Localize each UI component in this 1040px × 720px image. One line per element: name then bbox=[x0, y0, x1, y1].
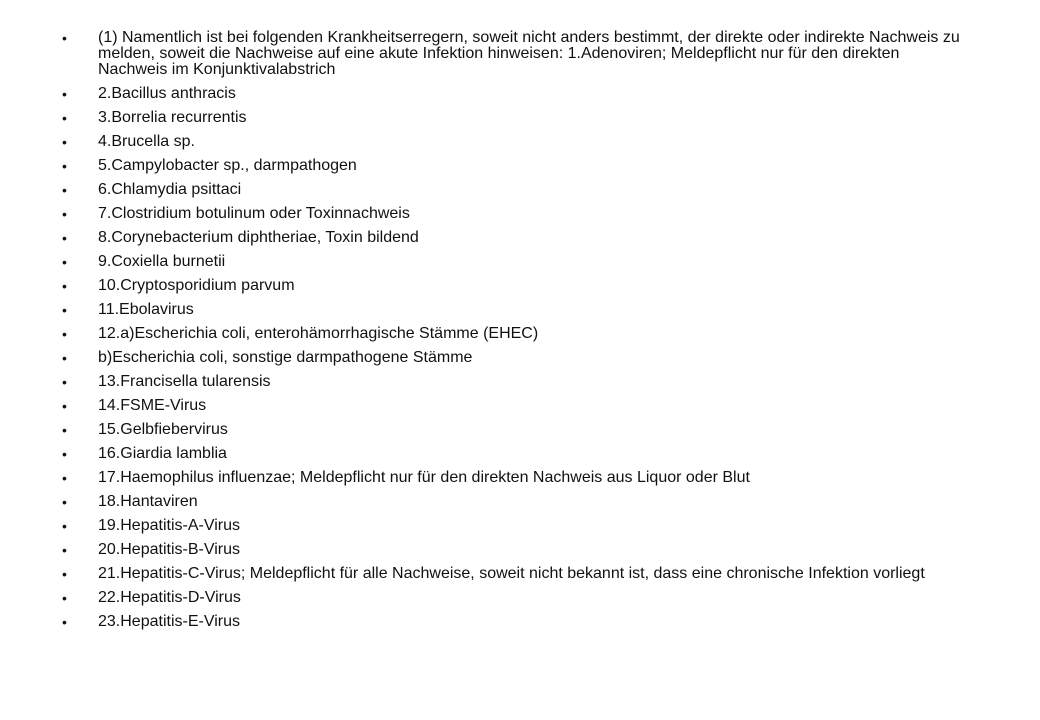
list-item-text: 21.Hepatitis-C-Virus; Meldepflicht für alle Nachweise, soweit nicht bekannt ist, dass eine chronische Infektion vorliegt bbox=[98, 565, 925, 582]
list-item-text: 20.Hepatitis-B-Virus bbox=[98, 541, 240, 558]
bullet-icon: • bbox=[62, 302, 67, 318]
bullet-icon: • bbox=[62, 278, 67, 294]
bullet-icon: • bbox=[62, 30, 67, 46]
list-item-text: 4.Brucella sp. bbox=[98, 133, 195, 150]
bullet-icon: • bbox=[62, 374, 67, 390]
list-item-text: 14.FSME-Virus bbox=[98, 397, 207, 414]
list-item bbox=[62, 254, 962, 270]
list-item bbox=[62, 230, 962, 246]
list-item bbox=[62, 350, 962, 366]
list-item bbox=[62, 158, 962, 174]
list-item bbox=[62, 86, 962, 102]
bullet-icon: • bbox=[62, 470, 67, 486]
list-item bbox=[62, 422, 962, 438]
list-item bbox=[62, 110, 962, 126]
list-item-text: 12.a)Escherichia coli, enterohämorrhagische Stämme (EHEC) bbox=[98, 325, 539, 342]
list-item-text: b)Escherichia coli, sonstige darmpathogene Stämme bbox=[98, 349, 473, 366]
list-item bbox=[62, 302, 962, 318]
list-item-text: 5.Campylobacter sp., darmpathogen bbox=[98, 157, 357, 174]
list-item bbox=[62, 446, 962, 462]
list-item-text: 17.Haemophilus influenzae; Meldepflicht nur für den direkten Nachweis aus Liquor oder Blut bbox=[98, 469, 750, 486]
bullet-icon: • bbox=[62, 590, 67, 606]
bullet-icon: • bbox=[62, 350, 67, 366]
list-item bbox=[62, 542, 962, 558]
list-item bbox=[62, 614, 962, 630]
list-item-text: 9.Coxiella burnetii bbox=[98, 253, 226, 270]
pathogen-bullet-list bbox=[62, 30, 962, 638]
list-item bbox=[62, 518, 962, 534]
list-item-text: (1) Namentlich ist bei folgenden Krankheitserregern, soweit nicht anders bestimmt, der direkte oder indirekte Nachweis zu melden, soweit die Nachweise auf eine akute Infektion hinweisen: 1.Adenoviren; Meldepflicht nur für den direkten Nachweis im Konjunktivalabstrich bbox=[98, 29, 960, 78]
list-item bbox=[62, 30, 962, 78]
list-item-text: 6.Chlamydia psittaci bbox=[98, 181, 242, 198]
list-item-text: 13.Francisella tularensis bbox=[98, 373, 271, 390]
list-item bbox=[62, 134, 962, 150]
list-item bbox=[62, 470, 962, 486]
list-item bbox=[62, 206, 962, 222]
list-item bbox=[62, 182, 962, 198]
list-item-text: 2.Bacillus anthracis bbox=[98, 85, 236, 102]
list-item-text: 16.Giardia lamblia bbox=[98, 445, 227, 462]
bullet-icon: • bbox=[62, 614, 67, 630]
list-item-text: 3.Borrelia recurrentis bbox=[98, 109, 247, 126]
bullet-icon: • bbox=[62, 494, 67, 510]
bullet-icon: • bbox=[62, 254, 67, 270]
bullet-icon: • bbox=[62, 230, 67, 246]
bullet-icon: • bbox=[62, 206, 67, 222]
list-item-text: 7.Clostridium botulinum oder Toxinnachweis bbox=[98, 205, 410, 222]
bullet-icon: • bbox=[62, 134, 67, 150]
list-item bbox=[62, 590, 962, 606]
list-item-text: 15.Gelbfiebervirus bbox=[98, 421, 228, 438]
bullet-icon: • bbox=[62, 158, 67, 174]
bullet-icon: • bbox=[62, 566, 67, 582]
list-item bbox=[62, 278, 962, 294]
list-item-text: 23.Hepatitis-E-Virus bbox=[98, 613, 240, 630]
bullet-icon: • bbox=[62, 422, 67, 438]
list-item bbox=[62, 374, 962, 390]
list-item-text: 10.Cryptosporidium parvum bbox=[98, 277, 295, 294]
list-item bbox=[62, 398, 962, 414]
list-item-text: 18.Hantaviren bbox=[98, 493, 198, 510]
bullet-icon: • bbox=[62, 518, 67, 534]
bullet-icon: • bbox=[62, 398, 67, 414]
list-item-text: 11.Ebolavirus bbox=[98, 301, 194, 318]
list-item bbox=[62, 326, 962, 342]
list-item bbox=[62, 494, 962, 510]
bullet-icon: • bbox=[62, 446, 67, 462]
bullet-icon: • bbox=[62, 182, 67, 198]
list-item bbox=[62, 566, 962, 582]
bullet-icon: • bbox=[62, 542, 67, 558]
bullet-icon: • bbox=[62, 110, 67, 126]
bullet-icon: • bbox=[62, 326, 67, 342]
list-item-text: 22.Hepatitis-D-Virus bbox=[98, 589, 241, 606]
list-item-text: 8.Corynebacterium diphtheriae, Toxin bildend bbox=[98, 229, 419, 246]
bullet-icon: • bbox=[62, 86, 67, 102]
list-item-text: 19.Hepatitis-A-Virus bbox=[98, 517, 240, 534]
